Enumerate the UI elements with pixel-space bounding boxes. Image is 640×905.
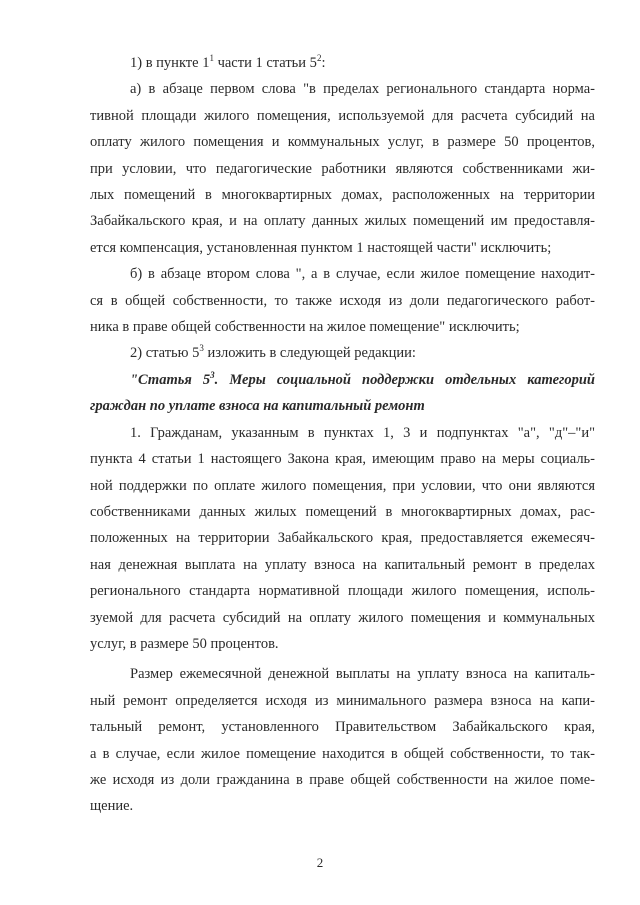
paragraph-line: Забайкальского края, и на оплату данных жилых помещений им предоставля- xyxy=(90,213,595,230)
text-run: : xyxy=(321,55,326,71)
paragraph-line: тивной площади жилого помещения, используемой для расчета субсидий на xyxy=(90,107,595,124)
paragraph-line: ся в общей собственности, то также исходя из доли педагогического работ- xyxy=(90,292,595,309)
text-run: 2) статью 5 xyxy=(130,345,200,362)
paragraph-1 xyxy=(90,50,595,76)
document-body xyxy=(90,50,595,820)
paragraph-line: граждан по уплате взноса на капитальный ремонт xyxy=(90,398,425,415)
text-run: изложить в следующей редакции: xyxy=(203,345,416,362)
text-run: "Статья 5 xyxy=(130,371,211,388)
superscript: 2 xyxy=(316,53,322,64)
paragraph-2 xyxy=(90,76,595,261)
article-heading xyxy=(90,367,595,420)
paragraph-line: а) в абзаце первом слова "в пределах регионального стандарта норма- xyxy=(130,81,595,98)
paragraph-line: регионального стандарта нормативной площади жилого помещения, исполь- xyxy=(90,583,595,600)
paragraph-line: Размер ежемесячной денежной выплаты на уплату взноса на капиталь- xyxy=(130,666,595,683)
paragraph-line: зуемой для расчета субсидий на оплату жилого помещения и коммунальных xyxy=(90,609,595,626)
paragraph-4 xyxy=(90,340,595,366)
paragraph-line: ной поддержки по оплате жилого помещения, при условии, что они являются xyxy=(90,477,595,494)
text-run: . Меры социальной поддержки отдельных категорий xyxy=(214,371,595,388)
paragraph-line: ника в праве общей собственности на жилое помещение" исключить; xyxy=(90,319,520,336)
paragraph-line: собственниками данных жилых помещений в многоквартирных домах, рас- xyxy=(90,503,595,520)
paragraph-line: 1. Гражданам, указанным в пунктах 1, 3 и подпунктах "а", "д"–"и" xyxy=(130,424,595,441)
paragraph-line: пункта 4 статьи 1 настоящего Закона края, имеющим право на меры социаль- xyxy=(90,451,595,468)
superscript: 3 xyxy=(199,343,204,354)
superscript: 1 xyxy=(209,53,214,64)
superscript: 3 xyxy=(210,370,215,381)
paragraph-line: тальный ремонт, установленного Правительством Забайкальского края, xyxy=(90,719,595,736)
paragraph-line: ется компенсация, установленная пунктом 1 настоящей части" исключить; xyxy=(90,239,552,256)
paragraph-line: ная денежная выплата на уплату взноса на капитальный ремонт в пределах xyxy=(90,556,595,573)
text-run: части 1 статьи 5 xyxy=(213,55,317,71)
paragraph-line: щение. xyxy=(90,798,134,815)
text-run: 1) в пункте 1 xyxy=(130,55,210,71)
paragraph-line: оплату жилого помещения и коммунальных услуг, в размере 50 процентов, xyxy=(90,134,595,151)
paragraph-line xyxy=(90,367,595,393)
paragraph-6 xyxy=(90,420,595,658)
page-number: 2 xyxy=(316,855,324,870)
paragraph-line xyxy=(90,340,595,366)
paragraph-line: ный ремонт определяется исходя из минимального размера взноса на капи- xyxy=(90,692,595,709)
paragraph-line: при условии, что педагогические работники являются собственниками жи- xyxy=(90,160,595,177)
paragraph-7 xyxy=(90,661,595,819)
paragraph-3 xyxy=(90,261,595,340)
paragraph-line xyxy=(90,50,595,76)
paragraph-line: положенных на территории Забайкальского края, предоставляется ежемесяч- xyxy=(90,530,595,547)
paragraph-line: услуг, в размере 50 процентов. xyxy=(90,635,279,652)
paragraph-line: б) в абзаце втором слова ", а в случае, если жилое помещение находит- xyxy=(130,266,595,283)
paragraph-line: же исходя из доли гражданина в праве общей собственности на жилое поме- xyxy=(90,771,595,788)
paragraph-line: лых помещений в многоквартирных домах, расположенных на территории xyxy=(90,187,595,204)
paragraph-line: а в случае, если жилое помещение находится в общей собственности, то так- xyxy=(90,745,595,762)
